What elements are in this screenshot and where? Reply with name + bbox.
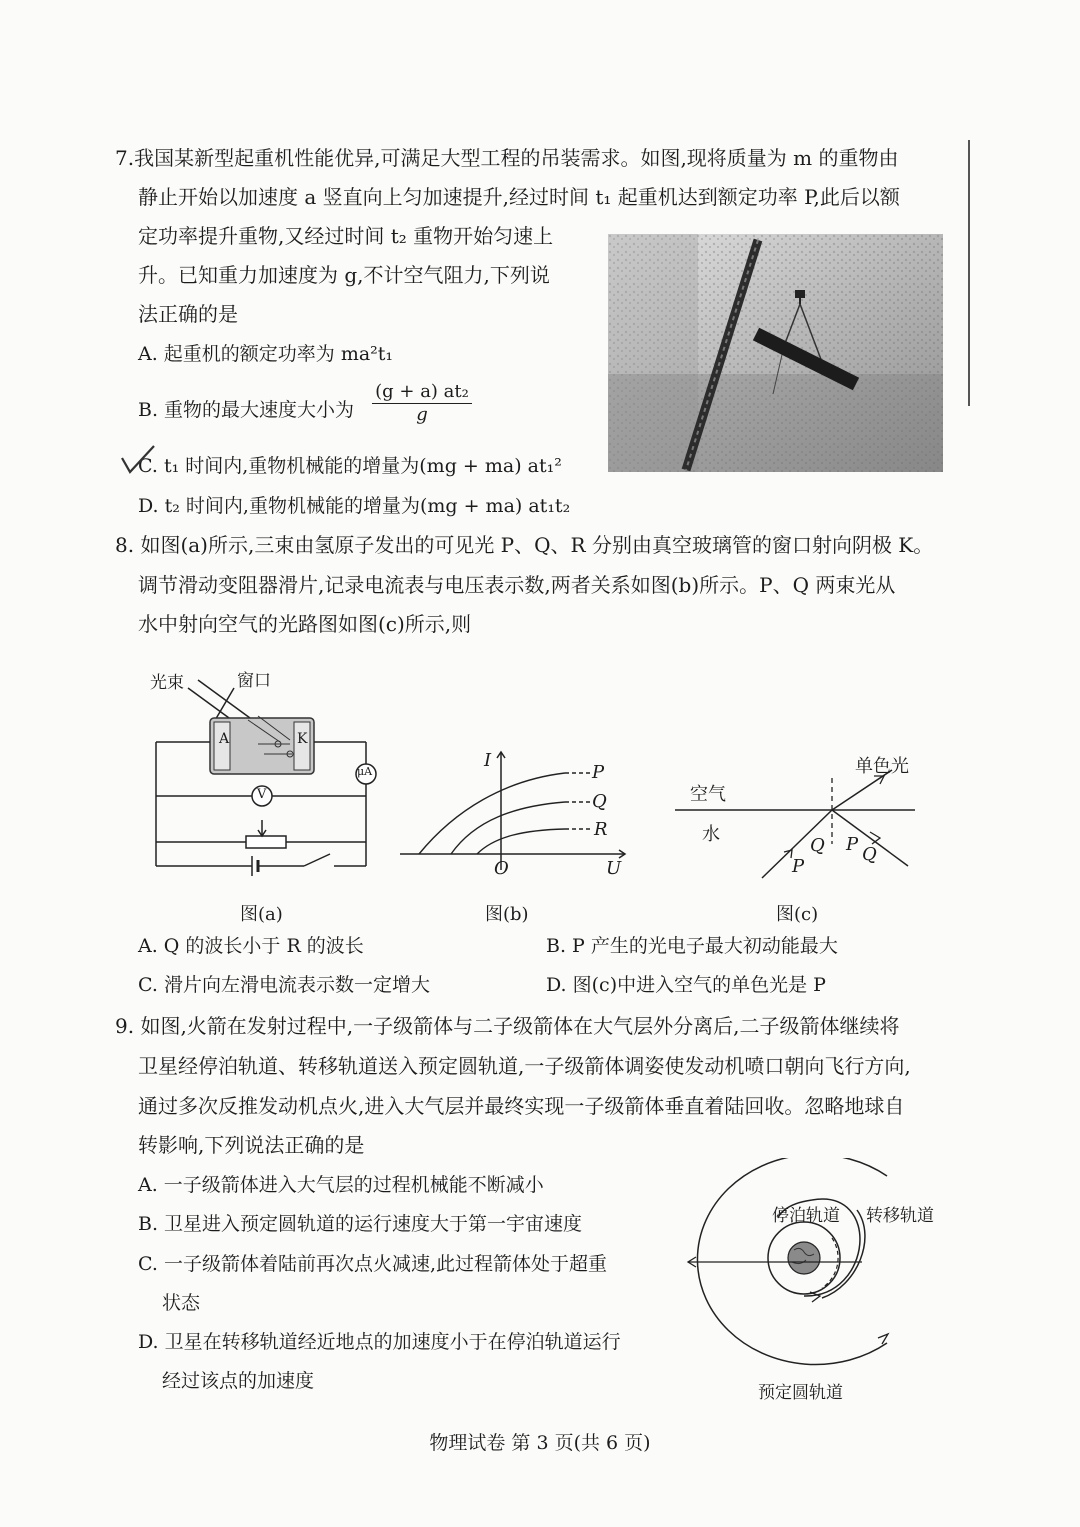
orbit-transfer-label: 转移轨道 bbox=[866, 1206, 934, 1226]
fig-c-water-label: 水 bbox=[702, 824, 720, 845]
q9-line-4: 转影响,下列说法正确的是 bbox=[138, 1133, 365, 1157]
fig-b-origin-label: O bbox=[494, 858, 509, 879]
q7-line-5: 法正确的是 bbox=[138, 302, 238, 326]
fig-a-caption: 图(a) bbox=[240, 904, 283, 925]
fig-c-mono-label: 单色光 bbox=[855, 756, 909, 777]
fig-c-p2-label: P bbox=[846, 834, 859, 855]
q9-option-d-line-2: 经过该点的加速度 bbox=[162, 1370, 315, 1392]
ammeter-label: μA bbox=[357, 765, 373, 778]
fig-b-p-label: P bbox=[592, 762, 605, 783]
fraction-denominator: g bbox=[416, 404, 428, 425]
margin-line bbox=[968, 140, 970, 406]
fig-c-caption: 图(c) bbox=[776, 904, 819, 925]
q8-line-2: 调节滑动变阻器滑片,记录电流表与电压表示数,两者关系如图(b)所示。P、Q 两束光从 bbox=[138, 573, 896, 597]
q9-option-c-line-1: C. 一子级箭体着陆前再次点火减速,此过程箭体处于超重 bbox=[138, 1253, 607, 1275]
fig-b-u-label: U bbox=[606, 858, 622, 879]
q8-line-3: 水中射向空气的光路图如图(c)所示,则 bbox=[138, 612, 472, 636]
q9-option-b: B. 卫星进入预定圆轨道的运行速度大于第一宇宙速度 bbox=[138, 1213, 583, 1235]
q7-option-b: B. 重物的最大速度大小为 bbox=[138, 399, 355, 421]
q9-option-d-line-1: D. 卫星在转移轨道经近地点的加速度小于在停泊轨道运行 bbox=[138, 1331, 621, 1353]
fig-c-air-label: 空气 bbox=[690, 784, 726, 805]
orbit-figure bbox=[682, 1158, 952, 1398]
q8-line-1: 8. 如图(a)所示,三束由氢原子发出的可见光 P、Q、R 分别由真空玻璃管的窗口射向阴极 K。 bbox=[115, 533, 934, 557]
crane-photo bbox=[608, 234, 943, 472]
q9-line-3: 通过多次反推发动机点火,进入大气层并最终实现一子级箭体垂直着陆回收。忽略地球自 bbox=[138, 1094, 905, 1118]
q7-line-1: 7.我国某新型起重机性能优异,可满足大型工程的吊装需求。如图,现将质量为 m 的重物由 bbox=[115, 146, 899, 170]
check-mark-icon bbox=[118, 442, 158, 478]
fig-b-caption: 图(b) bbox=[485, 904, 529, 925]
q7-option-d: D. t₂ 时间内,重物机械能的增量为(mg + ma) at₁t₂ bbox=[138, 495, 571, 517]
figure-a-circuit bbox=[140, 660, 390, 890]
fig-a-beam-label: 光束 bbox=[150, 673, 184, 693]
q9-line-1: 9. 如图,火箭在发射过程中,一子级箭体与二子级箭体在大气层外分离后,二子级箭体继续将 bbox=[115, 1014, 900, 1038]
q7-line-3: 定功率提升重物,又经过时间 t₂ 重物开始匀速上 bbox=[138, 224, 554, 248]
fraction-numerator: (g + a) at₂ bbox=[372, 381, 472, 404]
fig-a-window-label: 窗口 bbox=[237, 671, 271, 691]
orbit-target-label: 预定圆轨道 bbox=[758, 1383, 843, 1403]
fig-b-r-label: R bbox=[594, 819, 608, 840]
q7-option-b-fraction bbox=[372, 381, 472, 425]
fig-b-q-label: Q bbox=[592, 791, 607, 812]
q8-option-d: D. 图(c)中进入空气的单色光是 P bbox=[546, 974, 826, 996]
q7-line-4: 升。已知重力加速度为 g,不计空气阻力,下列说 bbox=[138, 263, 550, 287]
page-footer: 物理试卷 第 3 页(共 6 页) bbox=[429, 1432, 651, 1454]
fig-c-q1-label: Q bbox=[810, 835, 825, 856]
q9-line-2: 卫星经停泊轨道、转移轨道送入预定圆轨道,一子级箭体调姿使发动机喷口朝向飞行方向, bbox=[138, 1054, 911, 1078]
fig-b-i-label: I bbox=[484, 750, 492, 771]
fig-c-q2-label: Q bbox=[862, 844, 877, 865]
q8-option-c: C. 滑片向左滑电流表示数一定增大 bbox=[138, 974, 430, 996]
q9-option-c-line-2: 状态 bbox=[162, 1292, 201, 1314]
q8-option-b: B. P 产生的光电子最大初动能最大 bbox=[546, 935, 838, 957]
fig-c-p1-label: P bbox=[792, 856, 805, 877]
q9-option-a: A. 一子级箭体进入大气层的过程机械能不断减小 bbox=[138, 1174, 544, 1196]
fig-a-anode-label: A bbox=[219, 731, 230, 747]
q8-option-a: A. Q 的波长小于 R 的波长 bbox=[138, 935, 364, 957]
q7-line-2: 静止开始以加速度 a 竖直向上匀加速提升,经过时间 t₁ 起重机达到额定功率 P,此后以额 bbox=[138, 185, 900, 209]
voltmeter-label: V bbox=[257, 787, 267, 802]
q7-option-a: A. 起重机的额定功率为 ma²t₁ bbox=[138, 343, 394, 365]
fig-a-cathode-label: K bbox=[297, 731, 308, 747]
orbit-parking-label: 停泊轨道 bbox=[772, 1206, 840, 1226]
q7-option-c: C. t₁ 时间内,重物机械能的增量为(mg + ma) at₁² bbox=[138, 455, 562, 477]
